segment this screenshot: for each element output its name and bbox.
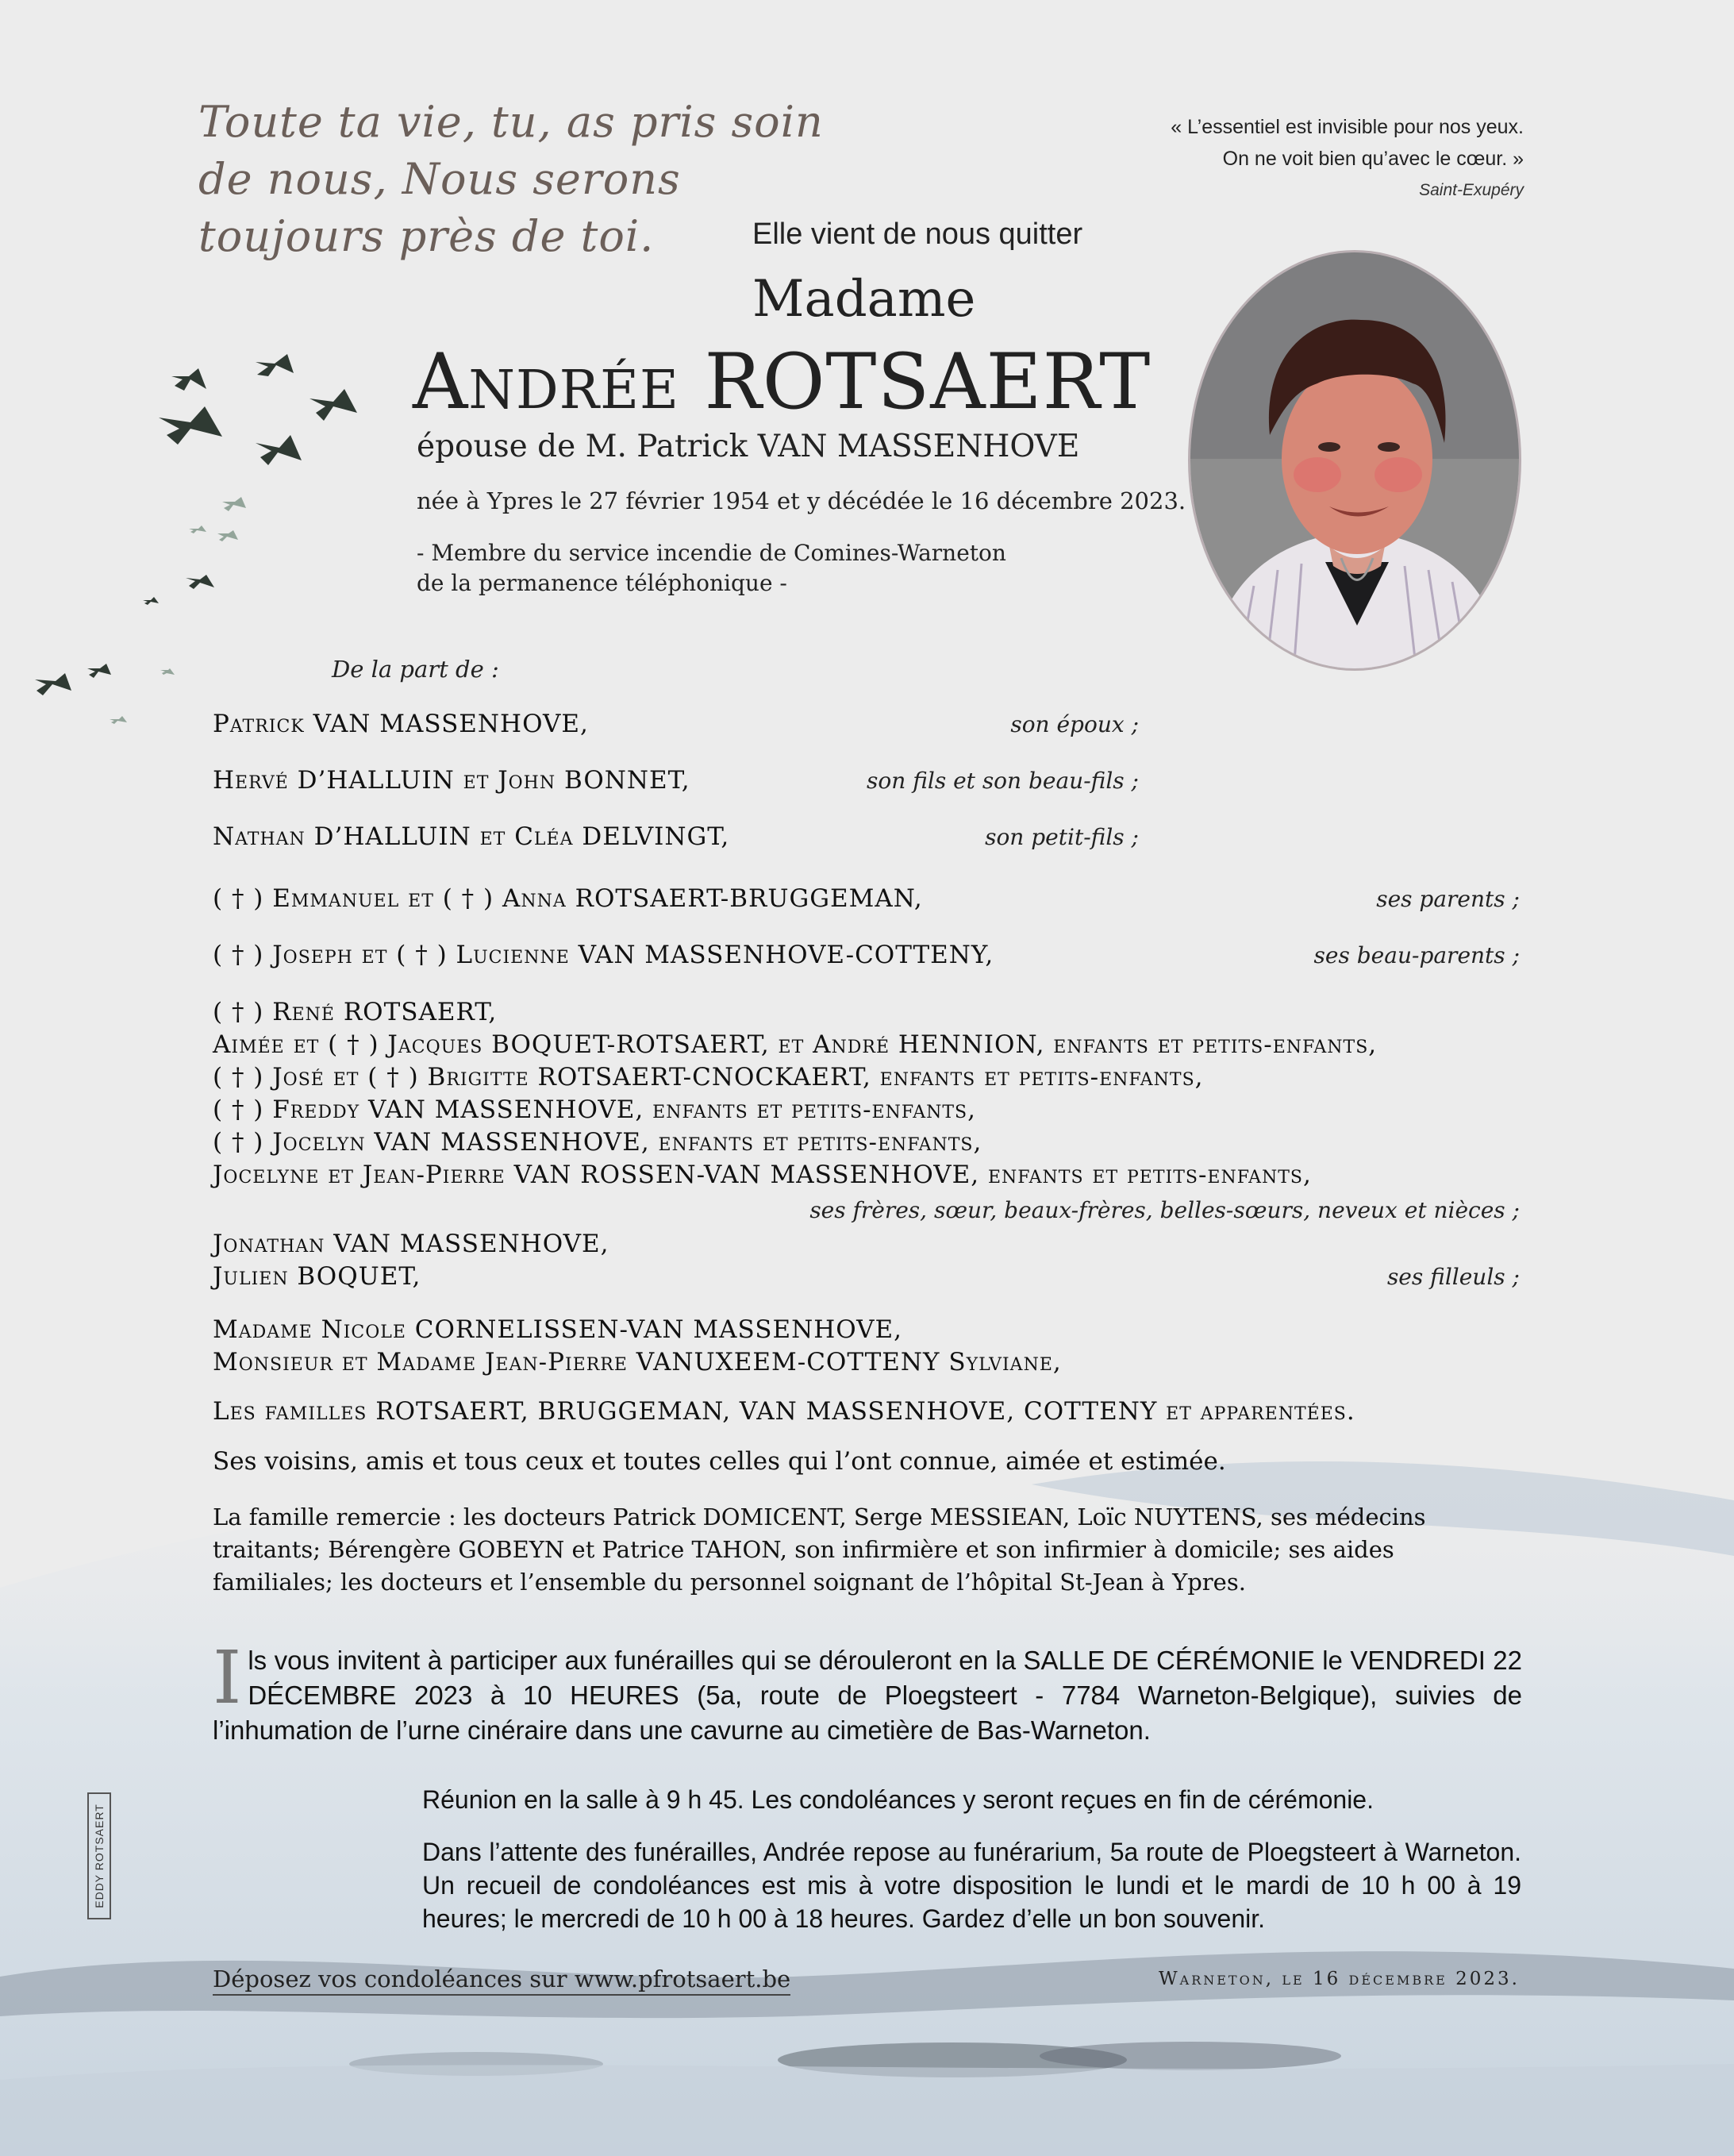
spouse-line: épouse de M. Patrick VAN MASSENHOVE xyxy=(417,429,1080,464)
funeral-invitation xyxy=(213,1635,1522,1748)
quote-line: « L’essentiel est invisible pour nos yeux. xyxy=(1171,116,1524,138)
family-name: ( † ) Joseph et ( † ) Lucienne VAN MASSENHOVE-COTTENY, xyxy=(213,941,994,969)
birds-illustration xyxy=(16,341,381,738)
portrait-image xyxy=(1190,252,1521,671)
thanks-line: traitants; Bérengère GOBEYN et Patrice TAHON, son infirmière et son infirmier à domicile; ses aides xyxy=(213,1536,1394,1563)
side-label xyxy=(87,1792,111,1919)
sibling-line: ( † ) Jocelyn VAN MASSENHOVE, enfants et petits-enfants, xyxy=(213,1128,982,1157)
family-name: ( † ) Emmanuel et ( † ) Anna ROTSAERT-BRUGGEMAN, xyxy=(213,884,923,913)
sibling-line: Jocelyne et Jean-Pierre VAN ROSSEN-VAN MASSENHOVE, enfants et petits-enfants, xyxy=(213,1161,1312,1189)
poem-line: toujours près de toi. xyxy=(198,211,655,261)
sibling-line: ( † ) René ROTSAERT, xyxy=(213,998,498,1026)
family-relation: son fils et son beau-fils ; xyxy=(867,768,1139,794)
godchild-line: Julien BOQUET, xyxy=(213,1262,421,1291)
siblings-relation: ses frères, sœur, beaux-frères, belles-sœurs, neveux et nièces ; xyxy=(809,1197,1520,1223)
neighbours-line: Ses voisins, amis et tous ceux et toutes celles qui l’ont connue, aimée et estimée. xyxy=(213,1447,1226,1476)
place-date: Warneton, le 16 décembre 2023. xyxy=(1159,1969,1520,1989)
membership-line: - Membre du service incendie de Comines-Warneton xyxy=(417,540,1006,566)
honorific: Madame xyxy=(752,270,976,329)
poem-line: de nous, Nous serons xyxy=(198,154,681,204)
others-list xyxy=(213,1314,1062,1379)
family-relation: ses parents ; xyxy=(1376,886,1520,912)
thanks-line: familiales; les docteurs et l’ensemble du personnel soignant de l’hôpital St-Jean à Ypres. xyxy=(213,1569,1246,1596)
reunion-note: Réunion en la salle à 9 h 45. Les condoléances y seront reçues en fin de cérémonie. xyxy=(422,1785,1374,1814)
family-name: Nathan D’HALLUIN et Cléa DELVINGT, xyxy=(213,822,730,851)
sibling-line: Aimée et ( † ) Jacques BOQUET-ROTSAERT, et André HENNION, enfants et petits-enfants, xyxy=(213,1030,1378,1059)
families-line: Les familles ROTSAERT, BRUGGEMAN, VAN MASSENHOVE, COTTENY et apparentées. xyxy=(213,1397,1355,1426)
membership-note xyxy=(417,538,1006,599)
invitation-text: ls vous invitent à participer aux funérailles qui se dérouleront en la SALLE DE CÉRÉMONIE le VENDREDI 22 DÉCEMBRE 2023 à 10 HEURES (5a, route de Ploegsteert - 7784 Warneton-Belgique), suivies de l’inhumation de l’urne cinéraire dans une cavurne au cimetière de Bas-Warneton. xyxy=(213,1646,1522,1745)
poem-line: Toute ta vie, tu, as pris soin xyxy=(198,97,824,147)
godchild-line: Jonathan VAN MASSENHOVE, xyxy=(213,1230,609,1258)
godchildren-relation: ses filleuls ; xyxy=(1386,1264,1520,1290)
godchildren-list xyxy=(213,1228,609,1293)
siblings-list xyxy=(213,996,1377,1192)
deceased-name: Andrée ROTSAERT xyxy=(413,337,1152,426)
drop-cap: I xyxy=(213,1635,242,1720)
membership-line: de la permanence téléphonique - xyxy=(417,570,787,596)
viewing-note: Dans l’attente des funérailles, Andrée repose au funérarium, 5a route de Ploegsteert à Warneton. Un recueil de condoléances est mis à votre disposition le lundi et le mardi de 10 h 00 à 19 heures; le mercredi de 10 h 00 à 18 heures. Gardez d’elle un bon souvenir. xyxy=(422,1838,1521,1933)
quote-line: On ne voit bien qu’avec le cœur. » xyxy=(1222,148,1524,170)
birth-death-line: née à Ypres le 27 février 1954 et y décédée le 16 décembre 2023. xyxy=(417,487,1186,514)
other-line: Monsieur et Madame Jean-Pierre VANUXEEM-COTTENY Sylviane, xyxy=(213,1348,1062,1376)
sibling-line: ( † ) José et ( † ) Brigitte ROTSAERT-CNOCKAERT, enfants et petits-enfants, xyxy=(213,1063,1204,1091)
family-relation: ses beau-parents ; xyxy=(1313,942,1520,968)
family-name: Hervé D’HALLUIN et John BONNET, xyxy=(213,766,690,795)
other-line: Madame Nicole CORNELISSEN-VAN MASSENHOVE, xyxy=(213,1315,903,1344)
quote-author: Saint-Exupéry xyxy=(1419,181,1524,199)
family-relation: son époux ; xyxy=(1010,711,1139,737)
intro-text: Elle vient de nous quitter xyxy=(752,218,1083,251)
family-relation: son petit-fils ; xyxy=(985,824,1139,850)
thanks-paragraph xyxy=(213,1501,1522,1599)
side-label-text: EDDY ROTSAERT xyxy=(93,1804,106,1908)
thanks-line: La famille remercie : les docteurs Patrick DOMICENT, Serge MESSIEAN, Loïc NUYTENS, ses médecins xyxy=(213,1503,1426,1530)
portrait-photo xyxy=(1188,250,1521,671)
quote xyxy=(1171,111,1524,206)
condolences-link[interactable]: Déposez vos condoléances sur www.pfrotsaert.be xyxy=(213,1965,790,1996)
family-name: Patrick VAN MASSENHOVE, xyxy=(213,710,589,738)
sibling-line: ( † ) Freddy VAN MASSENHOVE, enfants et petits-enfants, xyxy=(213,1095,976,1124)
from-label: De la part de : xyxy=(332,656,499,683)
